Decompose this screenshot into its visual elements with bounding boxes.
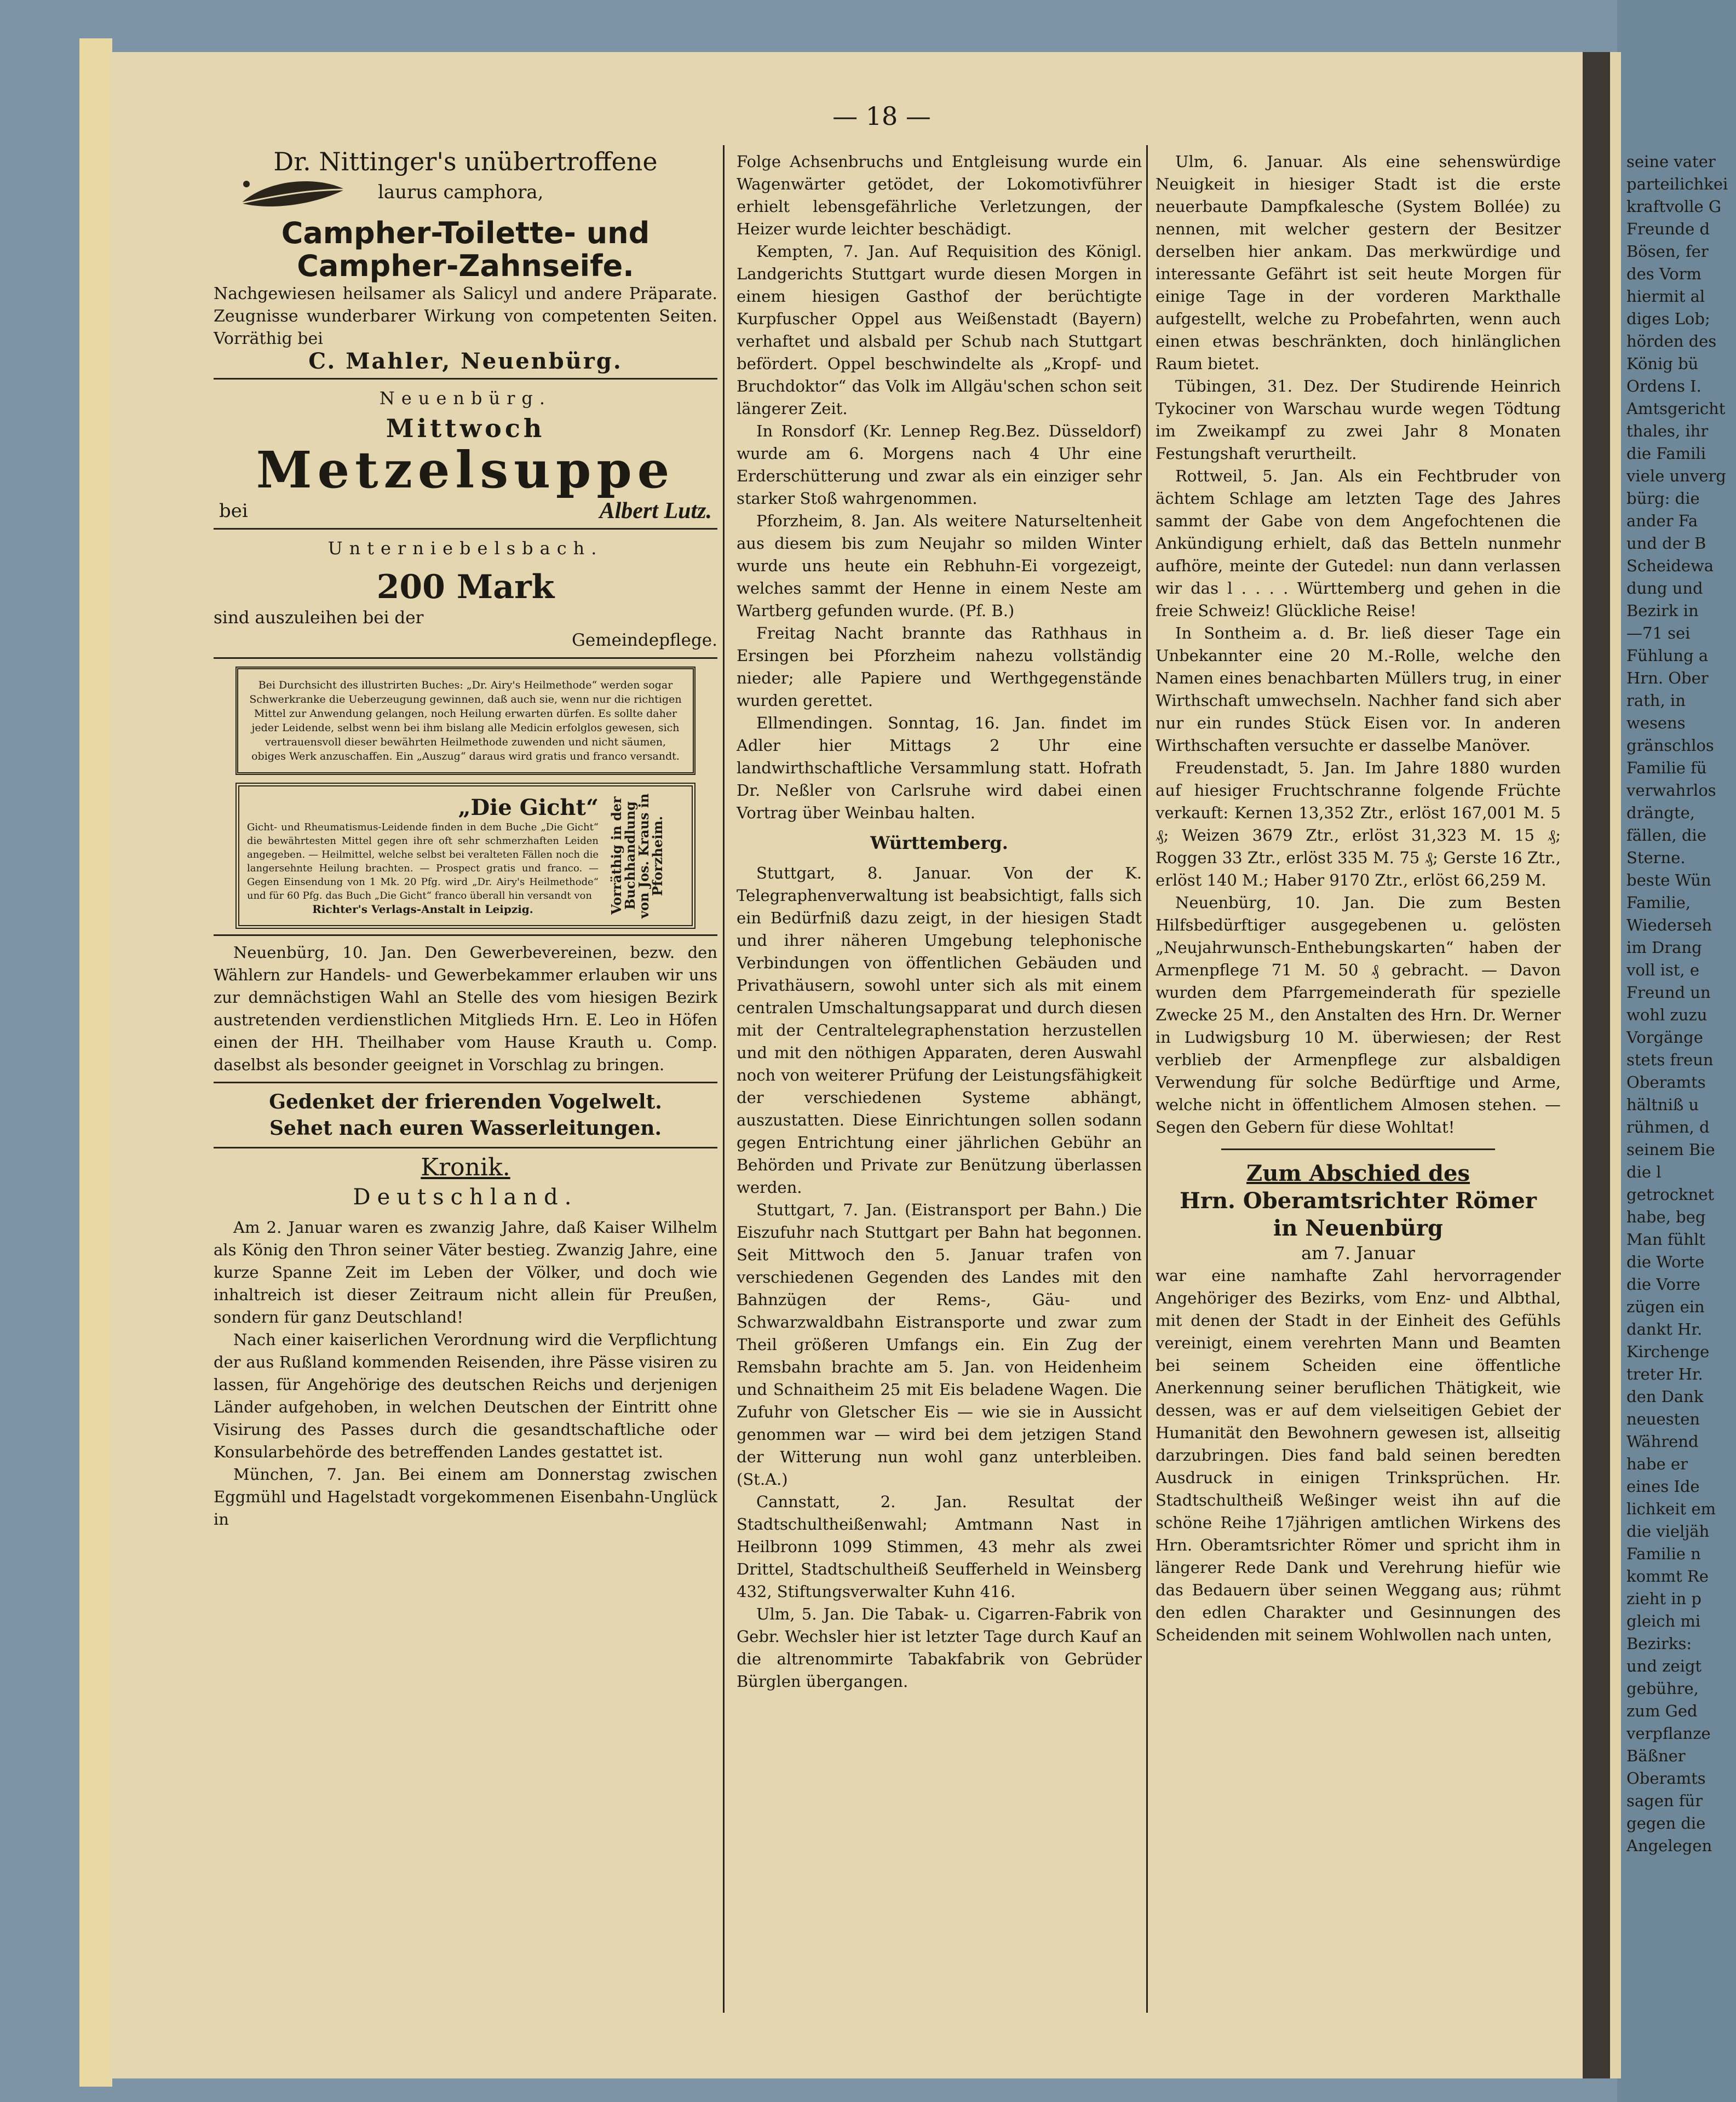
column-4-line: —71 sei	[1626, 624, 1691, 642]
ad-metzelsuppe-place: Neuenbürg.	[379, 388, 552, 409]
column-4-line: rühmen, d	[1626, 1118, 1710, 1136]
column-4-line: sagen für	[1626, 1791, 1703, 1810]
ad-metzelsuppe-bei: bei	[219, 500, 248, 522]
column-4-line: Vorgänge	[1626, 1028, 1703, 1047]
ad-darlehen-by: Gemeindepflege.	[572, 630, 717, 650]
news-ulm-tabak: Ulm, 5. Jan. Die Tabak- u. Cigarren-Fabrik von Gebr. Wechsler hier ist letzter Tage durch Kauf an die altrenommirte Tabakfabrik von Gebrüder Bürglen übergangen.	[737, 1605, 1142, 1691]
column-4-line: die vieljäh	[1626, 1522, 1710, 1541]
news-neuenbuerg-karten: Neuenbürg, 10. Jan. Die zum Besten Hilfsbedürftiger ausgegebenen u. gelösten „Neujahrwunsch-Enthebungskarten“ haben der Armenpflege 71 M. 50 ₰ gebracht. — Davon wurden dem Pfarrgemeinderath für spezielle Zwecke 25 M., den Anstalten des Hrn. Dr. Werner in Ludwigsburg 10 M. überwiesen; der Rest verblieb der Armenpflege zur alsbaldigen Verwendung für solche Bedürftige und Arme, welche nicht in öffentlichem Almosen stehen. — Segen den Gebern für diese Wohltat!	[1156, 893, 1561, 1136]
ad-campher-laurus: laurus camphora,	[378, 181, 544, 203]
column-4-line: Kirchenge	[1626, 1342, 1710, 1361]
column-4-line: Sterne.	[1626, 848, 1686, 867]
ad-gicht-title: „Die Gicht“	[458, 795, 599, 820]
column-4-line: fällen, die	[1626, 826, 1706, 845]
column-4-line: Bösen, fer	[1626, 242, 1709, 261]
divider	[1221, 1148, 1495, 1150]
ad-campher-product1: Campher-Toilette- und	[281, 216, 650, 250]
column-4-line: dung und	[1626, 579, 1703, 598]
news-rottweil: Rottweil, 5. Jan. Als ein Fechtbruder von ächtem Schlage am letzten Tage des Jahres sammt der Gabe von dem Angefochtenen die Ankündigung erhielt, daß das Betteln nunmehr aufhöre, meinte der Gutedel: nun dann verlassen wir das l . . . . Württemberg und gehen in die freie Schweiz! Glückliche Reise!	[1156, 467, 1561, 620]
column-3	[1156, 151, 1561, 1646]
column-4-line: treter Hr.	[1626, 1365, 1703, 1383]
news-muenchen: München, 7. Jan. Bei einem am Donnerstag zwischen Eggmühl und Hagelstadt vorgekommenen Eisenbahn-Unglück in	[214, 1465, 717, 1529]
ad-darlehen-body: sind auszuleihen bei der	[214, 608, 424, 628]
column-4-line: die l	[1626, 1163, 1662, 1181]
column-4-line: Oberamts	[1626, 1073, 1706, 1092]
divider	[214, 1147, 717, 1148]
column-4-line: Oberamts	[1626, 1769, 1706, 1788]
news-stuttgart-eis: Stuttgart, 7. Jan. (Eistransport per Bahn.) Die Eiszufuhr nach Stuttgart per Bahn hat begonnen. Seit Mittwoch den 5. Januar trafen von verschiedenen Gegenden des Landes mit den Bahnzügen der Rems-, Gäu- und Schwarzwaldbahn Eistransporte und zwar zum Theil größeren Umfangs ein. Ein Zug der Remsbahn brachte am 5. Jan. von Heidenheim und Schnaitheim 25 mit Eis beladene Wagen. Die Zufuhr von Gletscher Eis — wie sie in Aussicht genommen war — wird bei dem jetzigen Stand der Witterung nun wohl ganz unterbleiben. (St.A.)	[737, 1201, 1142, 1489]
newspaper-page	[110, 52, 1728, 2078]
column-4-line: die Worte	[1626, 1253, 1705, 1271]
column-4-line: thales, ihr	[1626, 422, 1709, 440]
ad-metzelsuppe	[214, 387, 717, 522]
column-4-line: drängte,	[1626, 803, 1695, 822]
column-4-line: habe, beg	[1626, 1208, 1706, 1226]
column-4-line: zügen ein	[1626, 1297, 1705, 1316]
ad-campher-title: Dr. Nittinger's unübertroffene	[273, 147, 658, 176]
column-4-line: Familie fü	[1626, 759, 1707, 777]
column-4-line: hältniß u	[1626, 1095, 1699, 1114]
news-kaiser-wilhelm: Am 2. Januar waren es zwanzig Jahre, daß Kaiser Wilhelm als König den Thron seiner Väter bestieg. Zwanzig Jahre, eine kurze Spanne Zeit im Leben der Völker, und doch wie inhaltreich ist dieser Zeitraum nicht allein für Preußen, sondern für ganz Deutschland!	[214, 1218, 717, 1326]
column-4-line: diges Lob;	[1626, 309, 1710, 328]
page-stack-edge	[79, 38, 112, 2087]
column-4-line: den Dank	[1626, 1387, 1704, 1406]
column-4-line: Bezirk in	[1626, 601, 1699, 620]
column-4-line: und der B	[1626, 534, 1706, 553]
section-wuerttemberg: Württemberg.	[870, 832, 1008, 853]
laurel-leaf-icon	[235, 173, 350, 217]
ad-darlehen-place: Unterniebelsbach.	[327, 538, 603, 559]
column-4-line: viele unverg	[1626, 467, 1726, 485]
column-4-line: Freunde d	[1626, 220, 1710, 238]
column-4-line: kommt Re	[1626, 1567, 1709, 1586]
column-4-line: verpflanze	[1626, 1724, 1711, 1743]
ad-campher-body: Nachgewiesen heilsamer als Salicyl und andere Präparate. Zeugnisse wunderbarer Wirkung von competenten Seiten. Vorräthig bei	[214, 284, 717, 348]
ad-heilmethode-text: Bei Durchsicht des illustrirten Buches: „Dr. Airy's Heilmethode“ werden sogar Schwerkranke die Ueberzeugung gewinnen, daß auch sie, wenn nur die richtigen Mittel zur Anwendung gelangen, noch Heilung erwarten dürfen. Es sollte daher jeder Leidende, selbst wenn bei ihm bislang alle Medicin erfolglos gewesen, sich vertrauensvoll dieser bewährten Heilmethode zuwenden und nicht säumen, obiges Werk anzuschaffen. Ein „Auszug“ daraus wird gratis und franco versandt.	[249, 679, 682, 762]
news-pforzheim: Pforzheim, 8. Jan. Als weitere Naturseltenheit aus diesem bis zum Neujahr so milden Winter wurde uns heute ein Rebhuhn-Ei vorgezeigt, welches sammt der Henne in einem Neste am Wartberg gefunden wurde. (Pf. B.)	[737, 512, 1142, 620]
column-rule-2	[1146, 145, 1148, 2013]
news-unglueck-cont: Folge Achsenbruchs und Entgleisung wurde ein Wagenwärter getödet, der Lokomotivführer erhielt lebensgefährliche Verletzungen, der Heizer wurde leichter beschädigt.	[737, 152, 1142, 238]
news-ronsdorf: In Ronsdorf (Kr. Lennep Reg.Bez. Düsseldorf) wurde am 6. Morgens nach 4 Uhr eine Erderschütterung und zwar als ein einziger sehr starker Stoß wahrgenommen.	[737, 422, 1142, 508]
ad-darlehen-amount: 200 Mark	[376, 568, 555, 606]
column-4-line: Ordens I.	[1626, 377, 1701, 395]
column-4-line: Amtsgericht	[1626, 399, 1726, 418]
column-4-line: wesens	[1626, 714, 1686, 732]
column-4-line: gebühre,	[1626, 1679, 1699, 1698]
column-4-line: lichkeit em	[1626, 1500, 1716, 1518]
ad-metzelsuppe-name: Albert Lutz.	[599, 498, 712, 524]
column-4-line: kraftvolle G	[1626, 197, 1722, 216]
ad-metzelsuppe-title: Metzelsuppe	[256, 440, 675, 499]
column-4-line: stets freun	[1626, 1050, 1714, 1069]
column-4-line: ander Fa	[1626, 512, 1698, 530]
column-4-line: habe er	[1626, 1455, 1688, 1473]
news-stuttgart-telephon: Stuttgart, 8. Januar. Von der K. Telegraphenverwaltung ist beabsichtigt, falls sich ein Bedürfniß dazu zeigt, in der hiesigen Stadt und ihrer näheren Umgebung telephonische Verbindungen von öffentlichen Gebäuden und Privathäusern, sowohl unter sich als mit einem centralen Umschaltungsapparat und durch diesen mit der Centraltelegraphenstation herzustellen und mit den nöthigen Apparaten, deren Auswahl noch von weiterer Prüfung der Leistungsfähigkeit der verschiedenen Systeme abhängt, auszustatten. Diese Einrichtungen sollen sodann gegen Entrichtung einer jährlichen Gebühr an Behörden und Private zur Benützung überlassen werden.	[737, 864, 1142, 1197]
column-4-line: bürg: die	[1626, 489, 1700, 508]
column-4-line: Wiederseh	[1626, 916, 1712, 934]
divider	[214, 1082, 717, 1083]
news-tuebingen: Tübingen, 31. Dez. Der Studirende Heinrich Tykociner von Warschau wurde wegen Tödtung im Zweikampf zu zwei Jahr 8 Monaten Festungshaft verurtheilt.	[1156, 377, 1561, 463]
divider	[214, 657, 717, 659]
column-4-cutoff	[1626, 151, 1736, 1857]
ad-gicht-publisher: Richter's Verlags-Anstalt in Leipzig.	[312, 903, 533, 916]
news-neuenbuerg-wahl: Neuenbürg, 10. Jan. Den Gewerbevereinen, bezw. den Wählern zur Handels- und Gewerbekammer erlauben wir uns zur demnächstigen Wahl an Stelle des vom hiesigen Bezirk austretenden verdienstlichen Mitglieds Hrn. E. Leo in Höfen einen der HH. Theilhaber vom Hause Krauth u. Comp. daselbst als besonder geeignet in Vorschlag zu bringen.	[214, 943, 717, 1074]
heading-roemer: Hrn. Oberamtsrichter Römer	[1180, 1188, 1537, 1214]
column-4-line: getrocknet	[1626, 1185, 1715, 1204]
notice-vogelwelt: Gedenket der frierenden Vogelwelt.	[269, 1090, 662, 1113]
column-4-line: Familie,	[1626, 893, 1691, 912]
divider	[214, 378, 717, 380]
column-4-line: Hrn. Ober	[1626, 669, 1709, 687]
section-kronik: Kronik.	[421, 1153, 510, 1181]
column-4-line: hiermit al	[1626, 287, 1705, 306]
column-4-line: zieht in p	[1626, 1589, 1701, 1608]
ad-campher-product2: Campher-Zahnseife.	[297, 249, 634, 283]
column-4-line: Scheidewa	[1626, 556, 1714, 575]
column-4-line: Man fühlt	[1626, 1230, 1705, 1249]
news-freudenstadt: Freudenstadt, 5. Jan. Im Jahre 1880 wurden auf hiesiger Fruchtschranne folgende Früchte verkauft: Kernen 13,352 Ztr., erlöst 167,001 M. 5 ₰; Weizen 3679 Ztr., erlöst 31,323 M. 15 ₰; Roggen 33 Ztr., erlöst 335 M. 75 ₰; Gerste 16 Ztr., erlöst 140 M.; Haber 9170 Ztr., erlöst 66,259 M.	[1156, 759, 1561, 889]
column-4-line: Bezirks:	[1626, 1634, 1692, 1653]
column-4-line: beste Wün	[1626, 871, 1711, 889]
column-4-line: dankt Hr.	[1626, 1320, 1703, 1339]
ad-campher	[214, 147, 717, 374]
ad-metzelsuppe-bei-row	[214, 500, 717, 522]
column-2	[737, 151, 1142, 1693]
next-page-edge	[1610, 52, 1621, 2078]
column-4-line: gränschlos	[1626, 736, 1714, 755]
column-4-line: zum Ged	[1626, 1702, 1698, 1720]
page-number: — 18 —	[832, 101, 931, 131]
column-4-line: und zeigt	[1626, 1657, 1702, 1675]
notice-wasserleitungen: Sehet nach euren Wasserleitungen.	[269, 1117, 662, 1140]
divider	[214, 528, 717, 530]
column-4-line: seine vater	[1626, 152, 1716, 171]
column-4-line: König bü	[1626, 354, 1699, 373]
news-passe: Nach einer kaiserlichen Verordnung wird die Verpflichtung der aus Rußland kommenden Reisenden, ihre Pässe visiren zu lassen, für Angehörige des deutschen Reichs und derjenigen Länder aufgehoben, in welchen Deutschen der Eintritt ohne Visirung des Passes durch die gesandtschaftliche oder Konsularbehörde des betreffenden Landes gestattet ist.	[214, 1330, 717, 1461]
ad-gicht	[235, 783, 695, 929]
column-4-line: wohl zuzu	[1626, 1006, 1708, 1024]
column-4-line: Bäßner	[1626, 1747, 1686, 1765]
column-4-line: die Famili	[1626, 444, 1706, 463]
column-4-line: gegen die	[1626, 1814, 1706, 1833]
column-4-line: hörden des	[1626, 332, 1717, 351]
news-kempten: Kempten, 7. Jan. Auf Requisition des Königl. Landgerichts Stuttgart wurde diesen Morgen in einem hiesigen Gasthof der berüchtigte Kurpfuscher Oppel aus Weißenstadt (Bayern) verhaftet und alsbald per Schub nach Stuttgart befördert. Oppel beschwindelte als „Kropf- und Bruchdoktor“ das Volk im Allgäu'schen schon seit längerer Zeit.	[737, 242, 1142, 418]
news-abschied-text: war eine namhafte Zahl hervorragender Angehöriger des Bezirks, vom Enz- und Albthal, mit denen der Stadt in der Einheit des Gefühls vereinigt, einem verehrten Mann und Beamten bei seinem Scheiden eine öffentliche Anerkennung seiner beruflichen Thätigkeit, wie dessen, was er auf dem vielseitigen Gebiet der Humanität den Bewohnern gewesen ist, allseitig darzubringen. Dies fand bald seinen beredten Ausdruck in einigen Trinksprüchen. Hr. Stadtschultheiß Weßinger weist ihn auf die schöne Reihe 17jährigen amtlichen Wirkens des Hrn. Oberamtsrichter Römer und spricht ihm in längerer Rede Dank und Verehrung hiefür wie das Bedauern über seinen Weggang aus; rühmt den edlen Charakter und Gesinnungen des Scheidenden mit seinem Wohlwollen nach unten,	[1156, 1266, 1561, 1644]
column-4-line: rath, in	[1626, 691, 1686, 710]
ad-darlehen	[214, 537, 717, 652]
column-4-line: die Vorre	[1626, 1275, 1700, 1294]
column-1	[214, 147, 717, 1531]
heading-neuenbuerg: in Neuenbürg	[1273, 1215, 1443, 1241]
news-ersingen: Freitag Nacht brannte das Rathhaus in Ersingen bei Pforzheim nahezu vollständig nieder; alle Papiere und Werthgegenstände wurden gerettet.	[737, 624, 1142, 710]
column-rule-1	[723, 145, 725, 2013]
divider	[214, 934, 717, 936]
column-4-line: Fühlung a	[1626, 646, 1709, 665]
column-4-line: verwahrlos	[1626, 781, 1716, 800]
column-4-line: eines Ide	[1626, 1477, 1700, 1496]
column-4-line: gleich mi	[1626, 1612, 1701, 1630]
news-ulm-dampfkalesche: Ulm, 6. Januar. Als eine sehenswürdige Neuigkeit in hiesiger Stadt ist die erste neuerbaute Dampfkalesche (System Bollée) zu nennen, mit welcher gestern der Besitzer derselben hier ankam. Das merkwürdige und interessante Gefährt ist seit heute Morgen für einige Tage in der vorderen Markthalle aufgestellt, welche zu Probefahrten, wenn auch einen etwas beschränkten, doch hinlänglichen Raum bietet.	[1156, 152, 1561, 373]
news-cannstatt: Cannstatt, 2. Jan. Resultat der Stadtschultheißenwahl; Amtmann Nast in Heilbronn 1099 Stimmen, 43 mehr als zwei Drittel, Stadtschultheiß Seufferheld in Weinsberg 432, Stiftungsverwalter Kuhn 416.	[737, 1492, 1142, 1601]
column-4-line: neuesten	[1626, 1410, 1700, 1428]
column-4-line: seinem Bie	[1626, 1140, 1715, 1159]
column-4-line: im Drang	[1626, 938, 1702, 957]
column-4-line: Freund un	[1626, 983, 1711, 1002]
news-sontheim: In Sontheim a. d. Br. ließ dieser Tage ein Unbekannter eine 20 M.-Rolle, welche den Namen eines benachbarten Müllers trug, in einer Wirthschaft umwechseln. Nachher fand sich aber nur ein rundes Stück Eisen vor. In anderen Wirthschaften versuchte er dasselbe Manöver.	[1156, 624, 1561, 755]
section-deutschland: Deutschland.	[353, 1185, 578, 1210]
ad-campher-seller: C. Mahler, Neuenbürg.	[308, 348, 623, 374]
ad-heilmethode	[235, 667, 695, 775]
ad-gicht-text: Gicht- und Rheumatismus-Leidende finden in dem Buche „Die Gicht“ die bewährtesten Mittel gegen ihre oft sehr schmerzhaften Leiden angegeben. — Heilmittel, welche selbst bei veralteten Fällen noch die langersehnte Heilung brachten. — Prospect gratis und franco. — Gegen Einsendung von 1 Mk. 20 Pfg. wird „Dr. Airy's Heilmethode“ und für 60 Pfg. das Buch „Die Gicht“ franco überall hin versandt von	[247, 822, 599, 901]
ad-campher-leaf-row	[214, 173, 717, 217]
heading-date: am 7. Januar	[1301, 1243, 1415, 1264]
column-4-line: Angelegen	[1626, 1836, 1712, 1855]
column-4-line: Familie n	[1626, 1544, 1701, 1563]
column-4-line: voll ist, e	[1626, 961, 1700, 979]
column-4-line: parteilichkei	[1626, 175, 1728, 193]
heading-abschied: Zum Abschied des	[1246, 1161, 1470, 1186]
ad-gicht-side-note: Vorräthig in der Buchhandlung von Jos. Kraus in Pforzheim.	[608, 793, 665, 918]
column-4-line: Während	[1626, 1432, 1699, 1451]
column-4-line: des Vorm	[1626, 265, 1701, 283]
ad-metzelsuppe-day: Mittwoch	[386, 413, 545, 443]
news-ellmendingen: Ellmendingen. Sonntag, 16. Jan. findet im Adler hier Mittags 2 Uhr eine landwirthschaftliche Versammlung statt. Hofrath Dr. Neßler von Carlsruhe wird dabei einen Vortrag über Weinbau halten.	[737, 714, 1142, 822]
